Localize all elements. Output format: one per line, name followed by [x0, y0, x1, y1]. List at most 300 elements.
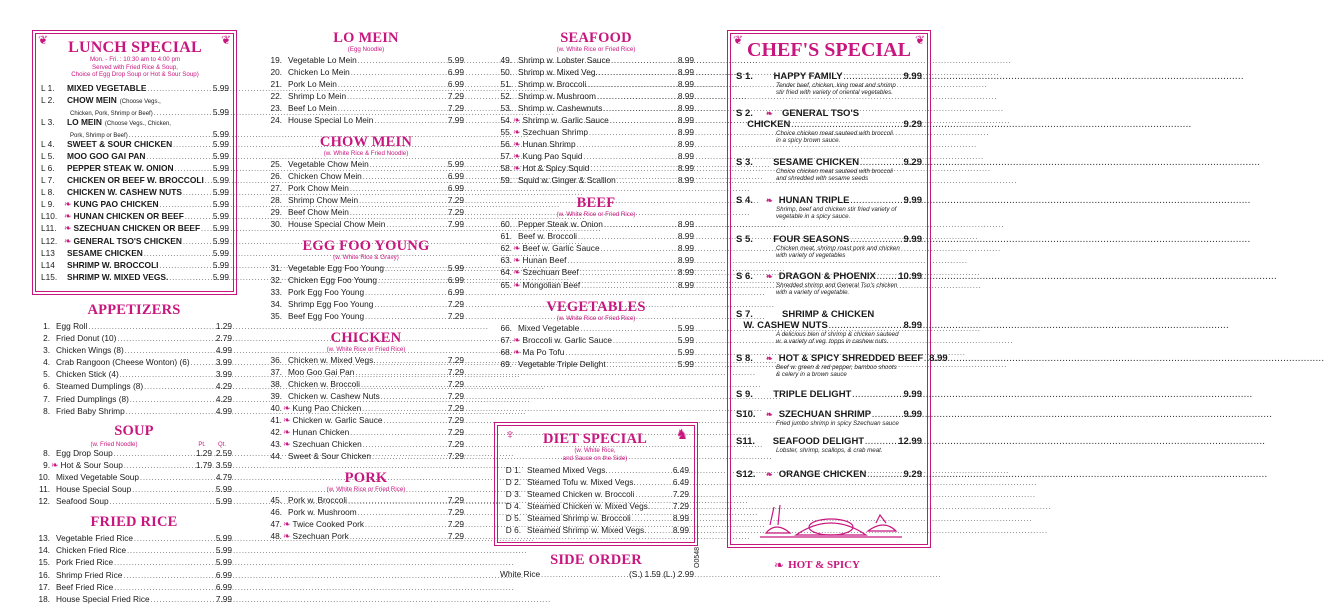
- beef-title: BEEF: [576, 194, 616, 211]
- item-price: 7.29: [447, 415, 464, 426]
- item-name: FOUR SEASONS: [773, 234, 850, 245]
- item-description: vegetable in a spicy sauce.: [776, 213, 851, 220]
- item-description: Choice chicken meat sauteed with broccoli: [776, 130, 893, 137]
- item-price: 8.99: [677, 114, 694, 125]
- item-price: 9.99: [903, 195, 922, 206]
- item-description: Shredded shrimp and General Tso's chicken: [776, 282, 898, 289]
- menu-item-row: [36, 581, 232, 593]
- corner-ornament-icon: ❦: [914, 33, 926, 47]
- menu-item-row: [268, 390, 464, 402]
- item-number: 41.: [270, 415, 282, 426]
- leader-dots: [860, 160, 902, 167]
- vegetables-title: VEGETABLES: [546, 298, 646, 315]
- item-name: SESAME CHICKEN: [773, 157, 860, 168]
- item-name: SHRIMP W. BROCCOLI: [67, 259, 159, 270]
- item-price-qt: 4.79: [215, 471, 232, 482]
- item-number: S11.: [736, 436, 756, 447]
- item-price: 7.29: [447, 519, 464, 530]
- item-name: Chicken Egg Foo Young: [288, 274, 378, 285]
- item-name: Chicken w. Cashew Nuts: [288, 390, 380, 401]
- item-price: 6.99: [447, 170, 464, 181]
- chef-item: [736, 108, 922, 144]
- item-price: 7.29: [447, 427, 464, 438]
- chef-item-head: [736, 389, 922, 400]
- leader-dots: [355, 368, 446, 380]
- menu-item-row: [36, 405, 232, 417]
- item-name: Egg Drop Soup: [56, 447, 113, 458]
- item-price: 5.99: [212, 223, 229, 234]
- menu-item-row: [498, 90, 694, 102]
- item-number: 69.: [500, 359, 512, 370]
- item-price: 5.99: [212, 247, 229, 258]
- leader-dots: [610, 116, 677, 128]
- soup-subheader: [36, 439, 232, 447]
- item-price: 6.99: [447, 274, 464, 285]
- diet-subtitle-line: (w. White Rice,: [574, 447, 616, 454]
- item-number: D 2.: [505, 477, 521, 488]
- item-name-line2: W. CASHEW NUTS: [743, 320, 828, 331]
- menu-item-row: [268, 438, 464, 450]
- menu-item-row: [268, 90, 464, 102]
- item-name: Sweet & Sour Chicken: [288, 451, 372, 462]
- item-price: 7.29: [447, 206, 464, 217]
- leader-dots: [173, 140, 212, 152]
- chicken-title: CHICKEN: [330, 330, 402, 347]
- menu-item-row: [268, 66, 464, 78]
- item-number: 50.: [500, 66, 512, 77]
- menu-item-row: [268, 158, 464, 170]
- item-price: 5.99: [212, 82, 229, 93]
- item-name: Kung Pao Chicken: [292, 402, 362, 413]
- item-price: 8.99: [677, 54, 694, 65]
- item-price: 7.99: [447, 114, 464, 125]
- beef-list: [498, 218, 694, 291]
- item-number: S 5.: [736, 234, 753, 245]
- leader-dots: [850, 198, 902, 205]
- menu-item-row: [501, 476, 689, 488]
- item-number: 55.: [500, 127, 512, 138]
- fried-rice-title: FRIED RICE: [90, 514, 178, 531]
- item-price: 8.99: [677, 66, 694, 77]
- item-number: 39.: [270, 390, 282, 401]
- leader-dots: [126, 407, 215, 419]
- leader-dots: [110, 497, 191, 509]
- leader-dots: [144, 382, 215, 394]
- leader-dots: [637, 478, 672, 490]
- menu-item-row: [268, 298, 464, 310]
- menu-item-row: [498, 218, 694, 230]
- item-name: Vegetable Egg Foo Young: [288, 262, 384, 273]
- menu-item-row: [36, 495, 232, 507]
- item-name: ORANGE CHICKEN: [778, 469, 867, 480]
- item-name: Fried Donut (10): [56, 333, 117, 344]
- item-name-line2: CHICKEN: [747, 119, 791, 130]
- chef-item: [736, 409, 922, 427]
- chef-item: [736, 157, 922, 182]
- menu-item-row: [501, 524, 689, 536]
- menu-item-row: [268, 218, 464, 230]
- leader-dots: [134, 534, 215, 546]
- item-price: 8.99: [929, 353, 948, 364]
- menu-item-row: [268, 54, 464, 66]
- item-number: D 6.: [505, 525, 521, 536]
- item-price: 7.29: [672, 501, 689, 512]
- chef-item-head: [736, 436, 922, 447]
- leader-dots: [127, 546, 215, 558]
- chef-item-head: [736, 353, 948, 364]
- item-name: Hunan Beef: [522, 255, 567, 266]
- left-column: [36, 302, 232, 605]
- leader-dots: [613, 336, 677, 348]
- item-description: & celery in a brown sauce: [776, 371, 847, 378]
- item-number: D 5.: [505, 513, 521, 524]
- item-price: 8.99: [677, 219, 694, 230]
- menu-item-row: [501, 488, 689, 500]
- leader-dots: [114, 558, 215, 570]
- chef-item: [736, 469, 922, 480]
- leader-dots: [541, 570, 628, 582]
- item-name: Broccoli w. Garlic Sauce: [522, 335, 613, 346]
- pepper-icon: ❧: [766, 109, 773, 118]
- fried-rice-list: [36, 532, 232, 605]
- item-name: Beef Lo Mein: [288, 102, 337, 113]
- item-price-qt: 5.99: [215, 484, 232, 495]
- lo-mein-title: LO MEIN: [333, 30, 399, 46]
- item-number: 48.: [270, 531, 282, 542]
- item-price: 8.99: [677, 243, 694, 254]
- menu-item-row: [268, 402, 464, 414]
- item-number: 29.: [270, 206, 282, 217]
- menu-item-row: [41, 186, 229, 198]
- chef-item: [736, 389, 922, 400]
- lunch-note-line: Choice of Egg Drop Soup or Hot & Sour Soup): [71, 71, 199, 78]
- menu-item-row: [36, 556, 232, 568]
- item-price: 2.79: [215, 333, 232, 344]
- menu-item-row: [268, 206, 464, 218]
- item-price: 7.29: [447, 507, 464, 518]
- item-number: 51.: [500, 78, 512, 89]
- item-price: 8.99: [677, 102, 694, 113]
- item-number: 61.: [500, 231, 512, 242]
- leader-dots: [358, 56, 447, 68]
- hot-spicy-legend: [773, 558, 860, 572]
- pepper-icon: ❧: [513, 347, 521, 358]
- item-number: 13.: [38, 533, 50, 544]
- menu-item-row: [268, 78, 464, 90]
- leader-dots: [350, 428, 447, 440]
- item-number: L 1.: [41, 82, 55, 93]
- item-name: Vegetable Triple Delight: [518, 359, 606, 370]
- leader-dots: [567, 256, 676, 268]
- item-number: S 8.: [736, 353, 753, 364]
- item-number: S 6.: [736, 271, 753, 282]
- lunch-special-content: [41, 39, 229, 283]
- item-number: 27.: [270, 182, 282, 193]
- item-name: Crab Rangoon (Cheese Wonton) (6): [56, 357, 190, 368]
- middle-column: [268, 30, 464, 542]
- menu-item-row: [268, 170, 464, 182]
- leader-dots: [123, 571, 214, 583]
- chef-item-head: [736, 108, 922, 119]
- pork-subtitle: (w. White Rice or Fried Rice): [326, 486, 406, 494]
- pepper-icon: ❧: [283, 531, 291, 542]
- menu-item-row: [268, 378, 464, 390]
- leader-dots: [604, 220, 677, 232]
- item-price: 5.99: [212, 162, 229, 173]
- item-name: SHRIMP W. MIXED VEGS.: [67, 271, 169, 282]
- item-number: D 4.: [505, 501, 521, 512]
- item-name: HUNAN CHICKEN OR BEEF: [73, 211, 184, 222]
- item-number: L 4.: [41, 138, 55, 149]
- chef-item: [736, 195, 922, 220]
- menu-item-row: [36, 320, 232, 332]
- chef-item: [736, 271, 922, 296]
- pepper-icon: ❧: [283, 402, 291, 413]
- item-description: Lobster, shrimp, scallops, & crab meat.: [776, 447, 883, 454]
- pepper-icon: ❧: [51, 459, 59, 470]
- menu-item-row: [41, 198, 229, 210]
- item-price: 8.99: [677, 139, 694, 150]
- item-name: Vegetable Lo Mein: [288, 54, 357, 65]
- item-name: Shrimp Chow Mein: [288, 194, 359, 205]
- pepper-icon: ❧: [513, 243, 521, 254]
- pepper-icon: ❧: [766, 470, 773, 479]
- item-number: 32.: [270, 274, 282, 285]
- item-number: 53.: [500, 102, 512, 113]
- item-name: TRIPLE DELIGHT: [773, 389, 852, 400]
- item-number: 22.: [270, 90, 282, 101]
- menu-item-row: [268, 518, 464, 530]
- item-name: Seafood Soup: [56, 496, 109, 507]
- item-price: 8.99: [677, 175, 694, 186]
- item-price: 6.99: [447, 182, 464, 193]
- item-price: 8.99: [677, 231, 694, 242]
- item-number: 8.: [43, 447, 50, 458]
- item-name: Twice Cooked Pork: [292, 519, 365, 530]
- item-number: 23.: [270, 102, 282, 113]
- leader-dots: [374, 300, 447, 312]
- item-number: 26.: [270, 170, 282, 181]
- item-name: Szechuan Pork: [292, 531, 349, 542]
- egg-foo-young-list: [268, 262, 464, 322]
- leader-dots: [791, 122, 902, 129]
- item-description: w. a variety of veg. topps in cashew nuts.: [776, 338, 889, 345]
- item-price: 6.49: [672, 477, 689, 488]
- item-description: Chicken meat, shrimp roast pork and chicken: [776, 245, 900, 252]
- item-price: 4.29: [215, 393, 232, 404]
- side-order-title: SIDE ORDER: [550, 552, 642, 568]
- item-number: 15.: [38, 557, 50, 568]
- menu-item-row: [41, 259, 229, 271]
- item-price: 3.99: [215, 369, 232, 380]
- item-name: Hunan Shrimp: [522, 139, 576, 150]
- item-number: 62.: [500, 243, 512, 254]
- item-number: L 9.: [41, 199, 55, 210]
- item-number: 58.: [500, 163, 512, 174]
- vegetables-subtitle: (w. White Rice or Fried Rice): [556, 314, 636, 322]
- item-price: 8.99: [672, 525, 689, 536]
- menu-item-row: [41, 138, 229, 150]
- item-price: 8.99: [677, 267, 694, 278]
- chef-item: [736, 71, 922, 96]
- item-price: 7.99: [215, 593, 232, 604]
- item-name: SWEET & SOUR CHICKEN: [67, 138, 173, 149]
- chef-list: [736, 71, 948, 501]
- item-number: S 4.: [736, 195, 753, 206]
- item-number: 38.: [270, 378, 282, 389]
- item-number: 52.: [500, 90, 512, 101]
- lo-mein-list: [268, 54, 464, 127]
- item-price: 5.99: [212, 175, 229, 186]
- lunch-special-box: [32, 30, 237, 295]
- item-name: Shrimp w. Mushroom: [518, 90, 596, 101]
- item-name: Shrimp w. Mixed Veg.: [518, 66, 598, 77]
- item-name: Hot & Sour Soup: [60, 459, 123, 470]
- item-name: CHOW MEIN: [67, 94, 117, 105]
- pepper-icon: ❧: [283, 519, 291, 530]
- menu-item-row: [498, 54, 694, 66]
- seafood-title: SEAFOOD: [560, 30, 632, 46]
- item-price: 4.29: [215, 381, 232, 392]
- item-name: Mixed Vegetable Soup: [56, 471, 140, 482]
- item-number: 28.: [270, 194, 282, 205]
- diet-subtitle-line: and Sauce on the Side): [562, 454, 628, 462]
- menu-item-row: [498, 322, 694, 334]
- item-name: Steamed Shrimp w. Mixed Vegs.: [527, 525, 647, 536]
- item-name: Szechuan Beef: [522, 267, 579, 278]
- item-price: 7.29: [672, 489, 689, 500]
- menu-item-row: [41, 82, 229, 94]
- item-name: SZECHUAN CHICKEN OR BEEF: [73, 223, 201, 234]
- menu-item-row: [36, 344, 232, 356]
- item-name: Chicken Chow Mein: [288, 170, 362, 181]
- chef-item-head-line2: [736, 119, 922, 130]
- item-price: 8.99: [903, 320, 922, 331]
- item-number: D 3.: [505, 489, 521, 500]
- item-name: Squid w. Ginger & Scallion: [518, 175, 616, 186]
- item-description: with variety of vegetables: [776, 252, 846, 259]
- item-price: 5.99: [677, 323, 694, 334]
- menu-item-row: [498, 346, 694, 358]
- item-price-pt: 1.29: [195, 447, 212, 458]
- item-price: 5.99: [212, 271, 229, 282]
- item-number: S 2.: [736, 108, 753, 119]
- item-price: 5.99: [212, 138, 229, 149]
- item-price: 5.99: [215, 533, 232, 544]
- corner-ornament-icon: ❦: [732, 33, 744, 47]
- item-number: 64.: [500, 267, 512, 278]
- chef-item-head: [736, 234, 922, 245]
- menu-item-row: [268, 366, 464, 378]
- item-name: House Special Lo Mein: [288, 114, 374, 125]
- duck-icon: [809, 519, 853, 535]
- item-note: (Choose Vegs., Chicken,: [104, 120, 171, 127]
- item-price: 8.99: [677, 151, 694, 162]
- lunch-list: [41, 82, 229, 283]
- item-price: 1.29: [215, 321, 232, 331]
- item-number: 60.: [500, 219, 512, 230]
- menu-item-row: [268, 102, 464, 114]
- item-price: 12.99: [898, 436, 922, 447]
- item-number: 16.: [38, 569, 50, 580]
- pepper-icon: ❧: [766, 354, 773, 363]
- item-name: CHICKEN OR BEEF W. BROCCOLI: [67, 175, 204, 186]
- item-name: Shrimp w. Cashewnuts: [518, 102, 603, 113]
- item-name: KUNG PAO CHICKEN: [73, 199, 159, 210]
- item-name: Chicken Stick (4): [56, 369, 119, 380]
- item-name: MOO GOO GAI PAN: [67, 150, 146, 161]
- item-price: 7.29: [447, 402, 464, 413]
- menu-item-row: [498, 334, 694, 346]
- item-name: Chicken w. Broccoli: [288, 378, 360, 389]
- item-number: L 5.: [41, 150, 55, 161]
- item-name: Chicken w. Garlic Sauce: [292, 415, 383, 426]
- item-number: 9.: [43, 459, 50, 470]
- pepper-icon: ❧: [513, 151, 521, 162]
- item-price: 3.99: [215, 357, 232, 368]
- item-price: 7.29: [447, 531, 464, 542]
- menu-item-row: [498, 114, 694, 126]
- leader-dots: [117, 334, 214, 346]
- side-order-row: [498, 568, 694, 580]
- leader-dots: [385, 264, 447, 276]
- menu-item-row: [36, 471, 232, 483]
- leader-dots: [169, 273, 212, 285]
- item-name: Beef w. Garlic Sauce: [522, 243, 600, 254]
- item-price: 5.99: [447, 158, 464, 169]
- item-price: 9.99: [903, 409, 922, 420]
- item-name: Beef Chow Mein: [288, 206, 349, 217]
- pork-title: PORK: [344, 470, 388, 487]
- leader-dots: [386, 220, 447, 232]
- chef-item-head: [736, 409, 922, 420]
- item-number: L 2.: [41, 94, 55, 105]
- leader-dots: [601, 244, 677, 256]
- item-number: L10.: [41, 211, 58, 222]
- menu-item-row: [268, 310, 464, 322]
- item-name: Vegetable Fried Rice: [56, 533, 134, 544]
- item-number: L 6.: [41, 162, 55, 173]
- menu-item-row: [36, 368, 232, 380]
- leader-dots: [365, 288, 447, 300]
- menu-item-row: [501, 512, 689, 524]
- item-price: 6.99: [447, 66, 464, 77]
- item-name: Pork Egg Foo Young: [288, 286, 365, 297]
- item-number: 68.: [500, 347, 512, 358]
- item-name: Steamed Dumplings (8): [56, 381, 144, 392]
- item-name: Steamed Shrimp w. Broccoli: [527, 513, 631, 524]
- item-price-qt: 2.59: [215, 447, 232, 458]
- leader-dots: [867, 472, 902, 479]
- item-number: S 1.: [736, 71, 753, 82]
- leader-dots: [924, 356, 928, 363]
- menu-code: O0548: [694, 546, 701, 568]
- item-name: Beef w. Broccoli: [518, 231, 578, 242]
- diet-special-content: [501, 431, 689, 537]
- item-number: 65.: [500, 279, 512, 290]
- leader-dots: [597, 92, 677, 104]
- item-name: Shrimp w. Lobster Sauce: [518, 54, 611, 65]
- item-number: 45.: [270, 494, 282, 505]
- leader-dots: [599, 68, 677, 80]
- item-name: Hunan Chicken: [292, 427, 350, 438]
- pepper-icon: ❧: [513, 255, 521, 266]
- chefs-special-title: CHEF'S SPECIAL: [747, 39, 911, 61]
- item-price: 7.29: [447, 194, 464, 205]
- pepper-icon: ❧: [283, 427, 291, 438]
- item-name: Pork Chow Mein: [288, 182, 349, 193]
- menu-item-row: [41, 128, 229, 138]
